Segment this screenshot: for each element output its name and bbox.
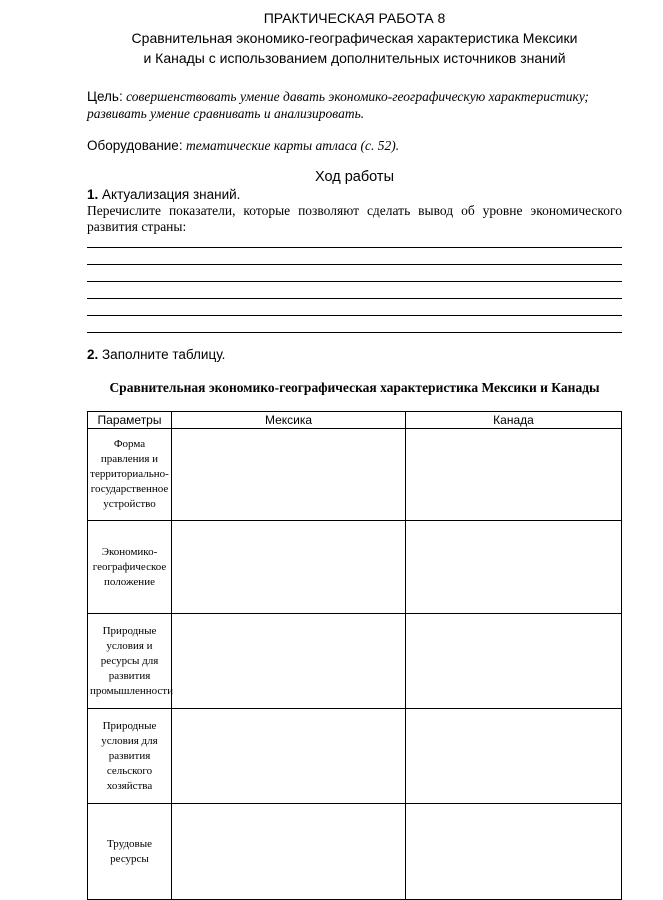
step-2 <box>87 347 622 363</box>
step-1-instruction: Перечислите показатели, которые позволяют сделать вывод об уровне экономического развития страны: <box>87 203 622 234</box>
answer-line[interactable] <box>87 235 622 248</box>
table-row <box>88 429 622 521</box>
parameter-cell: Трудовые ресурсы <box>88 804 172 900</box>
step-2-number: 2. <box>87 347 99 362</box>
step-1-title: Актуализация знаний. <box>102 187 241 202</box>
parameter-cell: Форма правления и территориально-государственное устройство <box>88 429 172 521</box>
title-line-3: и Канады с использованием дополнительных источников знаний <box>143 50 566 66</box>
mexico-cell[interactable] <box>172 429 406 521</box>
answer-line[interactable] <box>87 282 622 299</box>
goal-paragraph <box>87 88 622 122</box>
canada-cell[interactable] <box>406 429 622 521</box>
answer-line[interactable] <box>87 265 622 282</box>
mexico-cell[interactable] <box>172 709 406 804</box>
equipment-label: Оборудование: <box>87 138 183 153</box>
column-header-mexico: Мексика <box>172 412 406 429</box>
goal-text: совершенствовать умение давать экономико-географическую характеристику; развивать умение сравнивать и анализировать. <box>87 89 589 121</box>
table-row <box>88 709 622 804</box>
answer-lines <box>87 235 622 333</box>
answer-line[interactable] <box>87 248 622 265</box>
mexico-cell[interactable] <box>172 614 406 709</box>
mexico-cell[interactable] <box>172 804 406 900</box>
table-header-row <box>88 412 622 429</box>
document-title <box>87 0 622 68</box>
column-header-parameters: Параметры <box>88 412 172 429</box>
parameter-cell: Природные условия и ресурсы для развития промышленности <box>88 614 172 709</box>
answer-line[interactable] <box>87 316 622 333</box>
parameter-cell: Природные условия для развития сельского хозяйства <box>88 709 172 804</box>
step-1 <box>87 187 622 203</box>
step-1-number: 1. <box>87 187 99 202</box>
parameter-cell: Экономико-географическое положение <box>88 521 172 614</box>
column-header-canada: Канада <box>406 412 622 429</box>
canada-cell[interactable] <box>406 709 622 804</box>
step-2-title: Заполните таблицу. <box>102 347 226 362</box>
comparison-table <box>87 411 622 900</box>
canada-cell[interactable] <box>406 521 622 614</box>
table-row <box>88 521 622 614</box>
canada-cell[interactable] <box>406 614 622 709</box>
answer-line[interactable] <box>87 299 622 316</box>
worksheet-page <box>87 0 622 900</box>
title-line-1: ПРАКТИЧЕСКАЯ РАБОТА 8 <box>263 10 446 26</box>
mexico-cell[interactable] <box>172 521 406 614</box>
title-line-2: Сравнительная экономико-географическая характеристика Мексики <box>131 30 578 46</box>
table-title: Сравнительная экономико-географическая характеристика Мексики и Канады <box>109 380 600 395</box>
procedure-heading: Ход работы <box>315 169 394 185</box>
equipment-text: тематические карты атласа (с. 52). <box>185 138 400 153</box>
equipment-paragraph <box>87 137 622 154</box>
table-row <box>88 614 622 709</box>
table-row <box>88 804 622 900</box>
canada-cell[interactable] <box>406 804 622 900</box>
goal-label: Цель: <box>87 89 123 104</box>
